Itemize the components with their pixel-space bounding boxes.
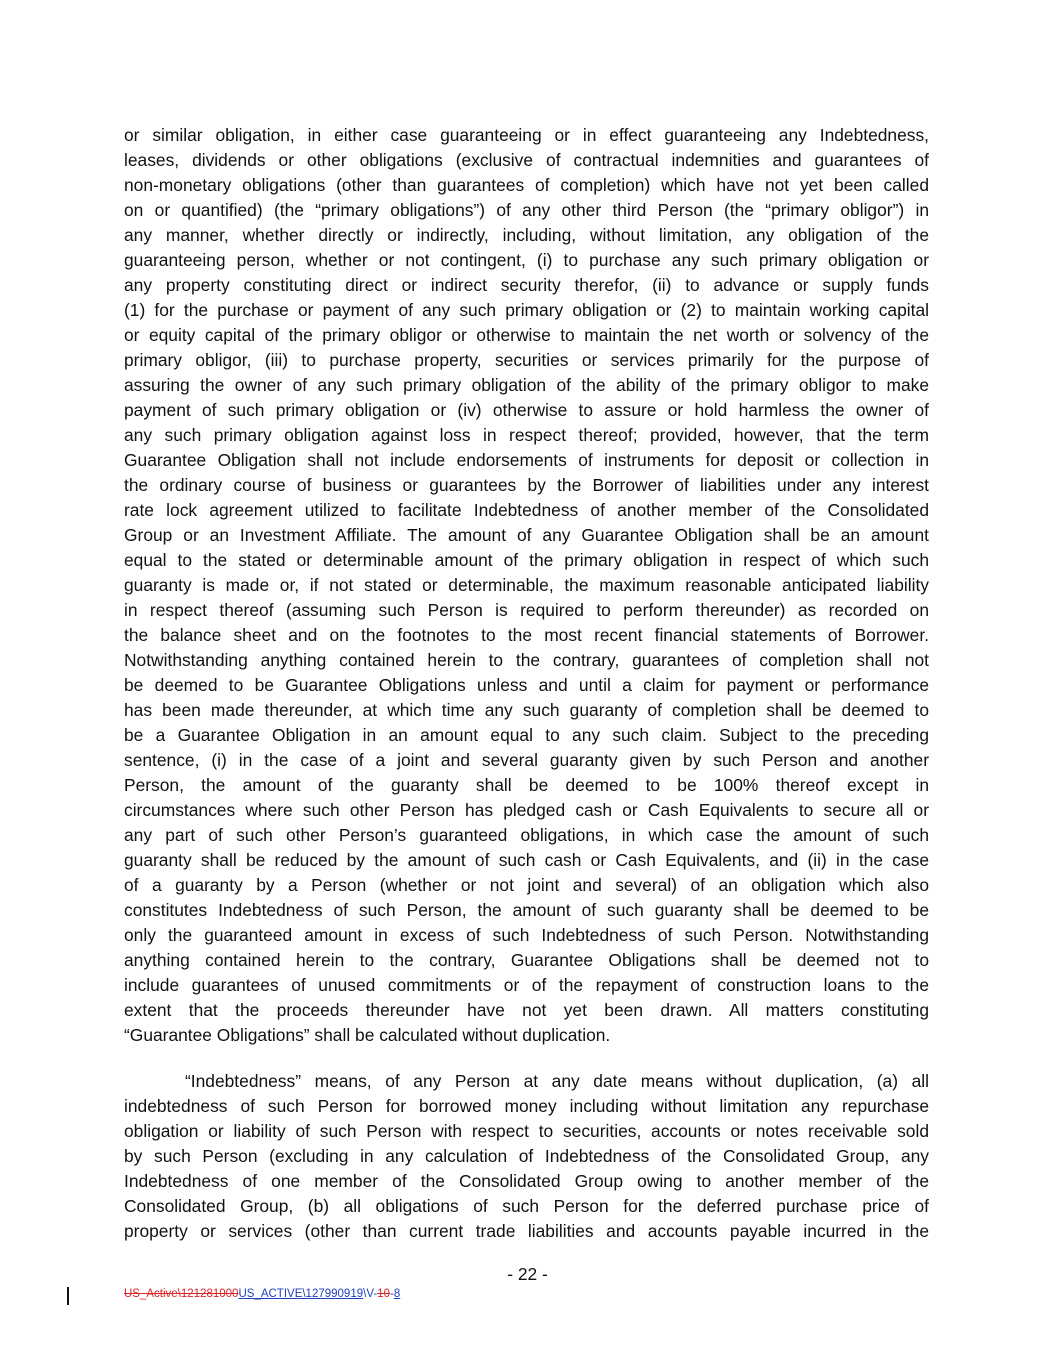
text-line: Person, the amount of the guaranty shall be deemed to be 100% thereof except in (124, 775, 929, 795)
footer-deleted-version: 10 (377, 1288, 390, 1300)
text-line: has been made thereunder, at which time any such guaranty of completion shall be deemed to (124, 700, 929, 720)
text-line: “Indebtedness” means, of any Person at any date means without duplication, (a) all (185, 1071, 929, 1091)
text-line: guaranty is made or, if not stated or determinable, the maximum reasonable anticipated liability (124, 575, 929, 595)
text-line: any manner, whether directly or indirectly, including, without limitation, any obligation of the (124, 225, 929, 245)
text-line: Guarantee Obligation shall not include endorsements of instruments for deposit or collection in (124, 450, 929, 470)
text-line: anything contained herein to the contrary, Guarantee Obligations shall be deemed not to (124, 950, 929, 970)
text-line: equal to the stated or determinable amount of the primary obligation in respect of which such (124, 550, 929, 570)
text-line: the ordinary course of business or guarantees by the Borrower of liabilities under any interest (124, 475, 929, 495)
text-line: obligation or liability of such Person with respect to securities, accounts or notes receivable sold (124, 1121, 929, 1141)
text-line: “Guarantee Obligations” shall be calculated without duplication. (124, 1025, 611, 1045)
text-line: property or services (other than current trade liabilities and accounts payable incurred in the (124, 1221, 929, 1241)
indebtedness-definition-paragraph (124, 1069, 929, 1244)
text-line: constitutes Indebtedness of such Person, the amount of such guaranty shall be deemed to be (124, 900, 929, 920)
text-line: in respect thereof (assuming such Person is required to perform thereunder) as recorded on (124, 600, 929, 620)
text-line: Indebtedness of one member of the Consolidated Group owing to another member of the (124, 1171, 929, 1191)
text-line: the balance sheet and on the footnotes to the most recent financial statements of Borrower. (124, 625, 929, 645)
text-line: or similar obligation, in either case guaranteeing or in effect guaranteeing any Indebtedness, (124, 125, 929, 145)
text-line: only the guaranteed amount in excess of such Indebtedness of such Person. Notwithstanding (124, 925, 929, 945)
text-line: Group or an Investment Affiliate. The amount of any Guarantee Obligation shall be an amount (124, 525, 929, 545)
footer-suffix: \V- (363, 1288, 378, 1300)
footer-inserted-path: US_ACTIVE\127990919 (238, 1288, 364, 1300)
guarantee-obligation-paragraph (124, 123, 929, 1048)
text-line: sentence, (i) in the case of a joint and several guaranty given by such Person and another (124, 750, 929, 770)
document-footer-id (124, 1288, 400, 1300)
text-line: any such primary obligation against loss in respect thereof; provided, however, that the term (124, 425, 929, 445)
text-line: Notwithstanding anything contained herein to the contrary, guarantees of completion shall not (124, 650, 929, 670)
text-line: guaranteeing person, whether or not contingent, (i) to purchase any such primary obligation or (124, 250, 929, 270)
text-line: be a Guarantee Obligation in an amount equal to any such claim. Subject to the preceding (124, 725, 929, 745)
text-line: (1) for the purchase or payment of any such primary obligation or (2) to maintain working capital (124, 300, 929, 320)
footer-separator: - (389, 1288, 394, 1300)
text-line: of a guaranty by a Person (whether or not joint and several) of an obligation which also (124, 875, 929, 895)
text-line: any part of such other Person’s guaranteed obligations, in which case the amount of such (124, 825, 929, 845)
text-line: circumstances where such other Person has pledged cash or Cash Equivalents to secure all or (124, 800, 929, 820)
text-line: any property constituting direct or indirect security therefor, (ii) to advance or supply funds (124, 275, 929, 295)
text-line: extent that the proceeds thereunder have not yet been drawn. All matters constituting (124, 1000, 929, 1020)
text-line: assuring the owner of any such primary obligation of the ability of the primary obligor to make (124, 375, 929, 395)
revision-change-bar (67, 1287, 69, 1305)
footer-deleted-path: US_Active\121281000 (124, 1288, 239, 1300)
text-line: non-monetary obligations (other than guarantees of completion) which have not yet been called (124, 175, 929, 195)
page-number: - 22 - (507, 1264, 548, 1284)
text-line: guaranty shall be reduced by the amount of such cash or Cash Equivalents, and (ii) in the case (124, 850, 929, 870)
text-line: by such Person (excluding in any calculation of Indebtedness of the Consolidated Group, any (124, 1146, 929, 1166)
text-line: include guarantees of unused commitments or of the repayment of construction loans to the (124, 975, 929, 995)
text-line: on or quantified) (the “primary obligations”) of any other third Person (the “primary obligor”) in (124, 200, 929, 220)
text-line: be deemed to be Guarantee Obligations unless and until a claim for payment or performance (124, 675, 929, 695)
text-line: payment of such primary obligation or (iv) otherwise to assure or hold harmless the owner of (124, 400, 929, 420)
text-line: rate lock agreement utilized to facilitate Indebtedness of another member of the Consolidated (124, 500, 929, 520)
text-line: leases, dividends or other obligations (exclusive of contractual indemnities and guarantees of (124, 150, 929, 170)
text-line: Consolidated Group, (b) all obligations of such Person for the deferred purchase price of (124, 1196, 929, 1216)
text-line: indebtedness of such Person for borrowed money including without limitation any repurchase (124, 1096, 929, 1116)
footer-inserted-version: 8 (393, 1288, 401, 1300)
text-line: or equity capital of the primary obligor or otherwise to maintain the net worth or solvency of the (124, 325, 929, 345)
text-line: primary obligor, (iii) to purchase property, securities or services primarily for the purpose of (124, 350, 929, 370)
